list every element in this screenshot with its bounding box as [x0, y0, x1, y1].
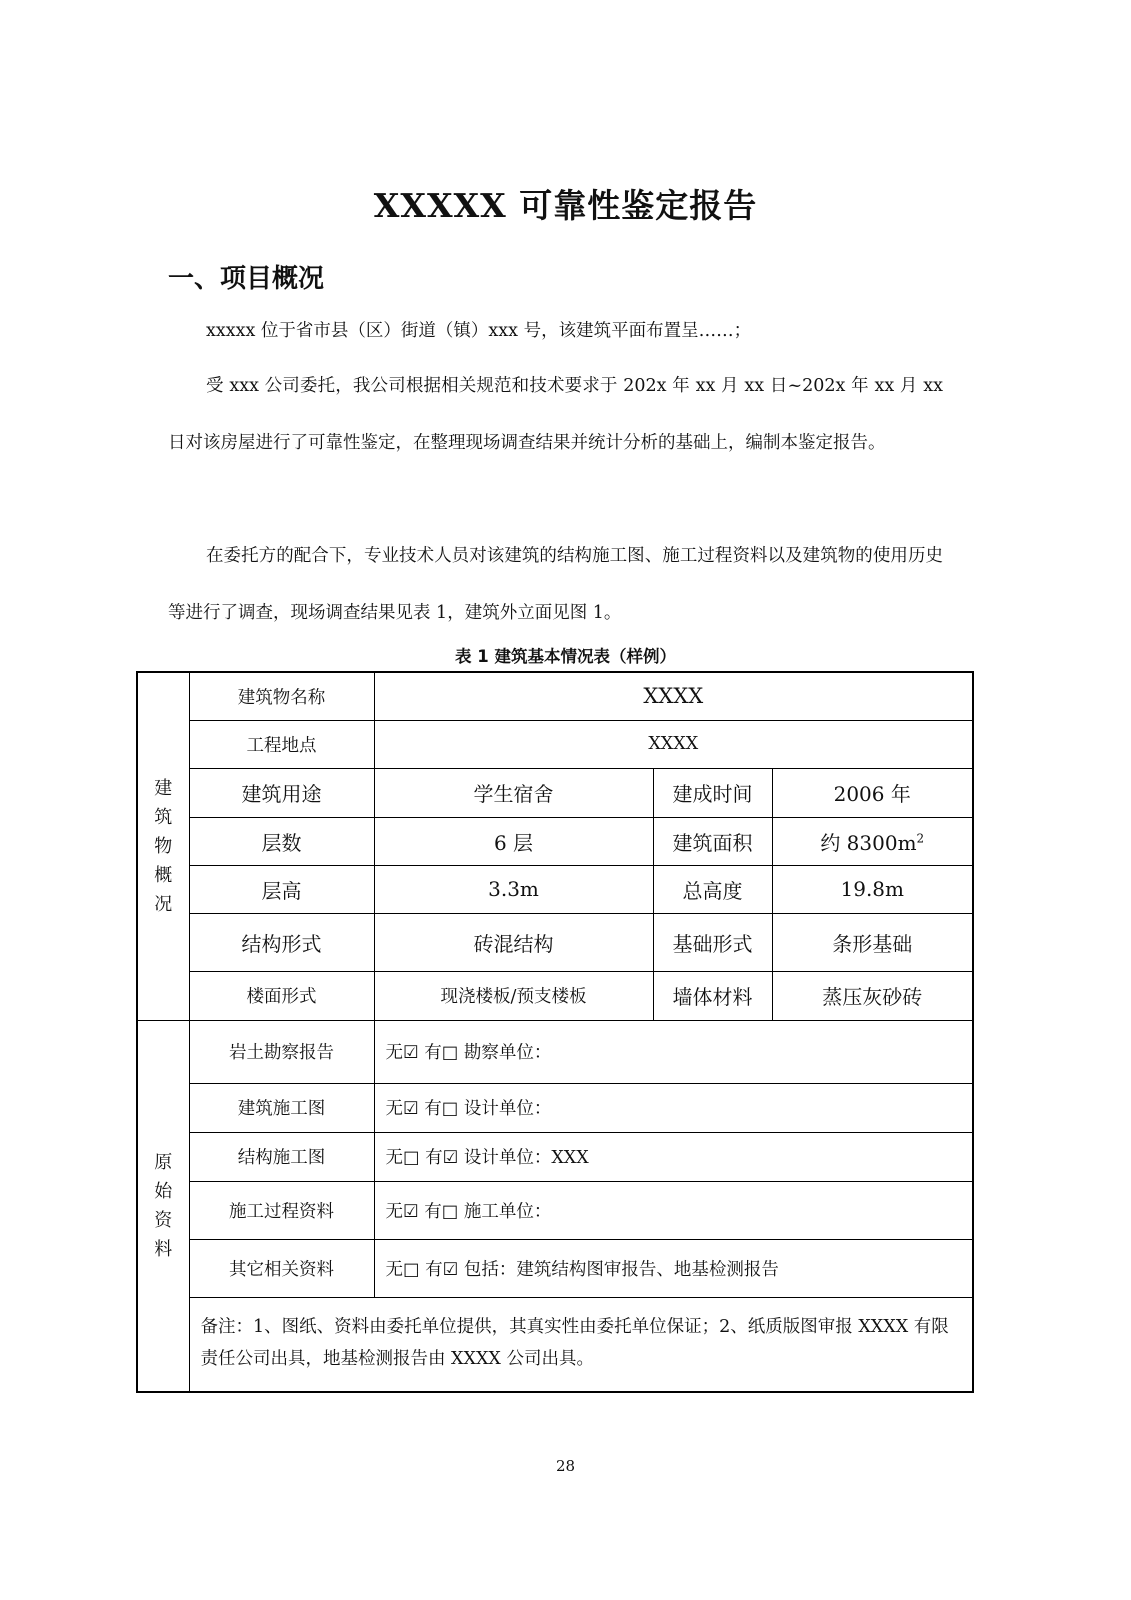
total-height-value: 19.8m — [772, 865, 973, 913]
doc-value: 无□ 有☑ 设计单位：XXX — [374, 1132, 973, 1181]
building-name-label: 建筑物名称 — [189, 672, 374, 720]
location-label: 工程地点 — [189, 720, 374, 768]
table-note: 备注：1、图纸、资料由委托单位提供，其真实性由委托单位保证；2、纸质版图审报 XXXX 有限责任公司出具，地基检测报告由 XXXX 公司出具。 — [189, 1297, 973, 1392]
table-row — [137, 1297, 973, 1392]
page-number: 28 — [555, 1457, 576, 1475]
floor-height-value: 3.3m — [374, 865, 653, 913]
doc-label: 结构施工图 — [189, 1132, 374, 1181]
area-unit-superscript: 2 — [916, 830, 925, 845]
table-row — [137, 971, 973, 1020]
table-row — [137, 1239, 973, 1297]
built-time-label: 建成时间 — [653, 768, 772, 817]
doc-value: 无☑ 有□ 勘察单位： — [374, 1020, 973, 1083]
total-height-label: 总高度 — [653, 865, 772, 913]
doc-label: 施工过程资料 — [189, 1181, 374, 1239]
area-label: 建筑面积 — [653, 817, 772, 865]
doc-label: 岩土勘察报告 — [189, 1020, 374, 1083]
structure-value: 砖混结构 — [374, 913, 653, 971]
doc-value: 无☑ 有□ 设计单位： — [374, 1083, 973, 1132]
paragraph-commission: 受 xxx 公司委托，我公司根据相关规范和技术要求于 202x 年 xx 月 xx 日~202x 年 xx 月 xx 日对该房屋进行了可靠性鉴定，在整理现场调查结果并统计分析的基础上，编制本鉴定报告。 — [168, 376, 943, 453]
table-row — [137, 865, 973, 913]
paragraph-location: xxxxx 位于省市县（区）街道（镇）xxx 号，该建筑平面布置呈……； — [206, 321, 752, 341]
wall-material-value: 蒸压灰砂砖 — [772, 971, 973, 1020]
table-row — [137, 817, 973, 865]
area-cell — [772, 817, 973, 865]
table-row — [137, 720, 973, 768]
document-title: XXXXX 可靠性鉴定报告 — [373, 186, 758, 225]
built-time-value: 2006 年 — [772, 768, 973, 817]
group-label-original-documents: 原 始 资 料 — [137, 1020, 189, 1392]
doc-value: 无☑ 有□ 施工单位： — [374, 1181, 973, 1239]
table-row — [137, 1020, 973, 1083]
foundation-label: 基础形式 — [653, 913, 772, 971]
building-info-table — [136, 671, 974, 1393]
area-value: 约 8300m — [820, 830, 917, 855]
group-label-building-overview: 建 筑 物 概 况 — [137, 672, 189, 1020]
floor-form-label: 楼面形式 — [189, 971, 374, 1020]
floor-form-value: 现浇楼板/预支楼板 — [374, 971, 653, 1020]
table-caption: 表 1 建筑基本情况表（样例） — [455, 647, 676, 666]
floors-label: 层数 — [189, 817, 374, 865]
foundation-value: 条形基础 — [772, 913, 973, 971]
doc-value: 无□ 有☑ 包括：建筑结构图审报告、地基检测报告 — [374, 1239, 973, 1297]
floor-height-label: 层高 — [189, 865, 374, 913]
table-row — [137, 768, 973, 817]
table-row — [137, 1181, 973, 1239]
doc-label: 其它相关资料 — [189, 1239, 374, 1297]
table-row — [137, 1083, 973, 1132]
use-label: 建筑用途 — [189, 768, 374, 817]
wall-material-label: 墙体材料 — [653, 971, 772, 1020]
table-row — [137, 913, 973, 971]
use-value: 学生宿舍 — [374, 768, 653, 817]
table-row — [137, 672, 973, 720]
section-heading: 一、项目概况 — [168, 264, 325, 294]
floors-value: 6 层 — [374, 817, 653, 865]
location-value: XXXX — [374, 720, 973, 768]
paragraph-investigation: 在委托方的配合下，专业技术人员对该建筑的结构施工图、施工过程资料以及建筑物的使用历史等进行了调查，现场调查结果见表 1，建筑外立面见图 1。 — [168, 546, 943, 623]
doc-label: 建筑施工图 — [189, 1083, 374, 1132]
table-row — [137, 1132, 973, 1181]
structure-label: 结构形式 — [189, 913, 374, 971]
building-name-value: XXXX — [374, 672, 973, 720]
